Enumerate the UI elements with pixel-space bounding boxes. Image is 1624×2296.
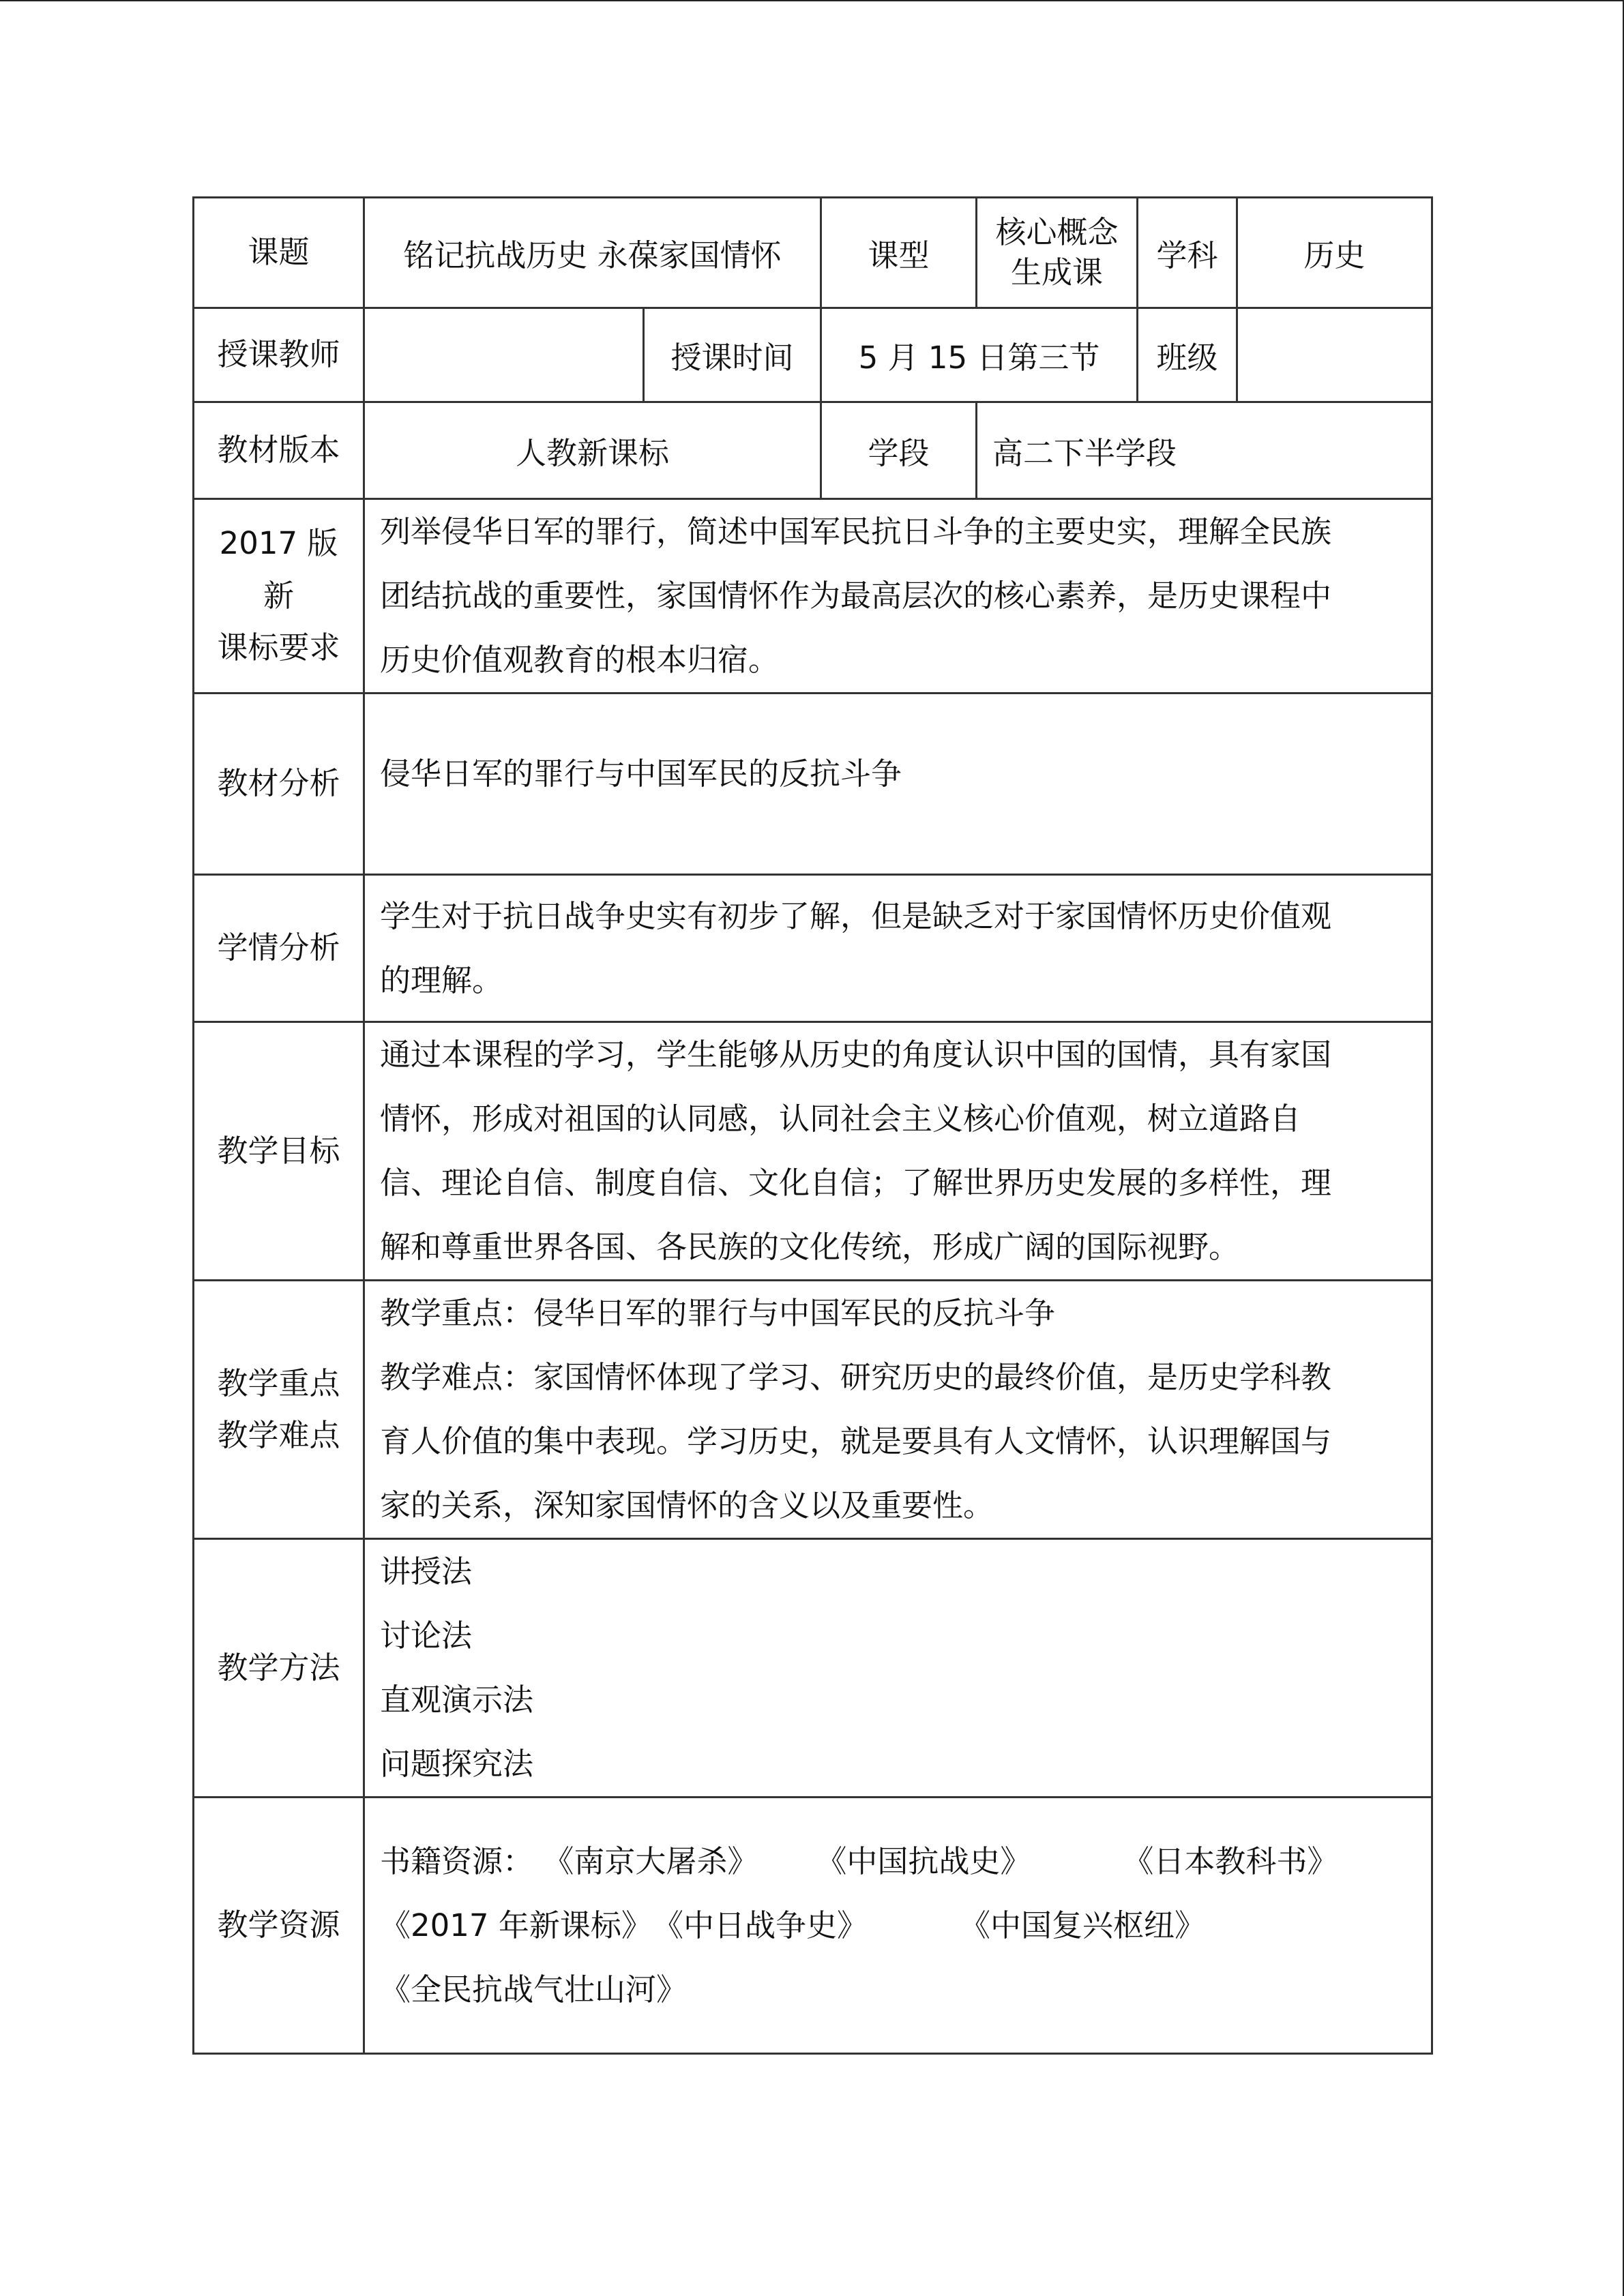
subject-label: 学科 bbox=[1138, 198, 1237, 308]
keypoints-text bbox=[364, 1281, 1432, 1539]
lesson-type-line2: 生成课 bbox=[1011, 254, 1104, 290]
class-value bbox=[1237, 308, 1432, 402]
row-keypoints bbox=[194, 1281, 1432, 1539]
textbook-label: 教材分析 bbox=[194, 694, 364, 875]
book-title: 《2017 年新课标》 bbox=[380, 1907, 652, 1943]
keypoints-label bbox=[194, 1281, 364, 1539]
resources-row bbox=[543, 1830, 1338, 1894]
row-objectives bbox=[194, 1022, 1432, 1281]
standard-line: 团结抗战的重要性，家国情怀作为最高层次的核心素养，是历史课程中 bbox=[380, 578, 1332, 614]
edition-label: 教材版本 bbox=[194, 402, 364, 499]
students-line: 学生对于抗日战争史实有初步了解，但是缺乏对于家国情怀历史价值观 bbox=[380, 897, 1332, 934]
standard-label bbox=[194, 499, 364, 694]
book-title: 《全民抗战气壮山河》 bbox=[380, 1971, 688, 2008]
row-methods bbox=[194, 1539, 1432, 1798]
method-item: 讨论法 bbox=[380, 1617, 473, 1654]
students-text bbox=[364, 875, 1432, 1022]
keypoints-label-line2: 教学难点 bbox=[217, 1417, 340, 1453]
resources-label: 教学资源 bbox=[194, 1798, 364, 2054]
class-label: 班级 bbox=[1138, 308, 1237, 402]
row-students bbox=[194, 875, 1432, 1022]
resources-list bbox=[364, 1798, 1432, 2054]
lesson-type-label: 课型 bbox=[821, 198, 977, 308]
standard-text bbox=[364, 499, 1432, 694]
book-title: 《南京大屠杀》 bbox=[543, 1843, 758, 1879]
objectives-label: 教学目标 bbox=[194, 1022, 364, 1281]
keypoints-line: 教学重点：侵华日军的罪行与中国军民的反抗斗争 bbox=[380, 1295, 1056, 1331]
book-title: 《中国复兴枢纽》 bbox=[960, 1907, 1206, 1943]
methods-label: 教学方法 bbox=[194, 1539, 364, 1798]
topic-label: 课题 bbox=[194, 198, 364, 308]
textbook-text: 侵华日军的罪行与中国军民的反抗斗争 bbox=[364, 694, 1432, 875]
subject-value: 历史 bbox=[1237, 198, 1432, 308]
objectives-line: 通过本课程的学习，学生能够从历史的角度认识中国的国情，具有家国 bbox=[380, 1037, 1332, 1073]
standard-label-line1: 2017 版新 bbox=[219, 525, 338, 614]
keypoints-line: 教学难点：家国情怀体现了学习、研究历史的最终价值，是历史学科教 bbox=[380, 1359, 1332, 1395]
stage-value: 高二下半学段 bbox=[977, 402, 1432, 499]
time-value: 5 月 15 日第三节 bbox=[821, 308, 1138, 402]
time-label: 授课时间 bbox=[644, 308, 821, 402]
keypoints-label-line1: 教学重点 bbox=[217, 1365, 340, 1401]
resources-heading: 书籍资源： bbox=[380, 1843, 534, 1879]
lesson-type-line1: 核心概念 bbox=[995, 214, 1119, 250]
students-line: 的理解。 bbox=[380, 961, 503, 998]
row-teacher bbox=[194, 308, 1432, 402]
row-topic bbox=[194, 198, 1432, 308]
objectives-text bbox=[364, 1022, 1432, 1281]
book-title: 《中国抗战史》 bbox=[816, 1843, 1031, 1879]
methods-list bbox=[364, 1539, 1432, 1798]
standard-line: 历史价值观教育的根本归宿。 bbox=[380, 642, 780, 678]
teacher-value bbox=[364, 308, 644, 402]
row-standard bbox=[194, 499, 1432, 694]
resources-row bbox=[380, 1958, 687, 2022]
objectives-line: 情怀，形成对祖国的认同感，认同社会主义核心价值观，树立道路自 bbox=[380, 1101, 1301, 1137]
standard-line: 列举侵华日军的罪行，简述中国军民抗日斗争的主要史实，理解全民族 bbox=[380, 513, 1332, 550]
teacher-label: 授课教师 bbox=[194, 308, 364, 402]
lesson-plan-table bbox=[192, 196, 1433, 2055]
lesson-type-value bbox=[977, 198, 1138, 308]
method-item: 直观演示法 bbox=[380, 1682, 534, 1718]
standard-label-line2: 课标要求 bbox=[217, 629, 340, 666]
resources-row bbox=[380, 1894, 1205, 1958]
method-item: 讲授法 bbox=[380, 1553, 473, 1590]
keypoints-line: 家的关系，深知家国情怀的含义以及重要性。 bbox=[380, 1487, 994, 1523]
stage-label: 学段 bbox=[821, 402, 977, 499]
topic-value: 铭记抗战历史 永葆家国情怀 bbox=[364, 198, 821, 308]
students-label: 学情分析 bbox=[194, 875, 364, 1022]
row-textbook bbox=[194, 694, 1432, 875]
keypoints-line: 育人价值的集中表现。学习历史，就是要具有人文情怀，认识理解国与 bbox=[380, 1423, 1332, 1459]
book-title: 《日本教科书》 bbox=[1123, 1843, 1338, 1879]
row-resources bbox=[194, 1798, 1432, 2054]
row-edition bbox=[194, 402, 1432, 499]
book-title: 《中日战争史》 bbox=[653, 1907, 868, 1943]
objectives-line: 信、理论自信、制度自信、文化自信；了解世界历史发展的多样性，理 bbox=[380, 1165, 1332, 1201]
method-item: 问题探究法 bbox=[380, 1746, 534, 1782]
objectives-line: 解和尊重世界各国、各民族的文化传统，形成广阔的国际视野。 bbox=[380, 1229, 1240, 1265]
edition-value: 人教新课标 bbox=[364, 402, 821, 499]
